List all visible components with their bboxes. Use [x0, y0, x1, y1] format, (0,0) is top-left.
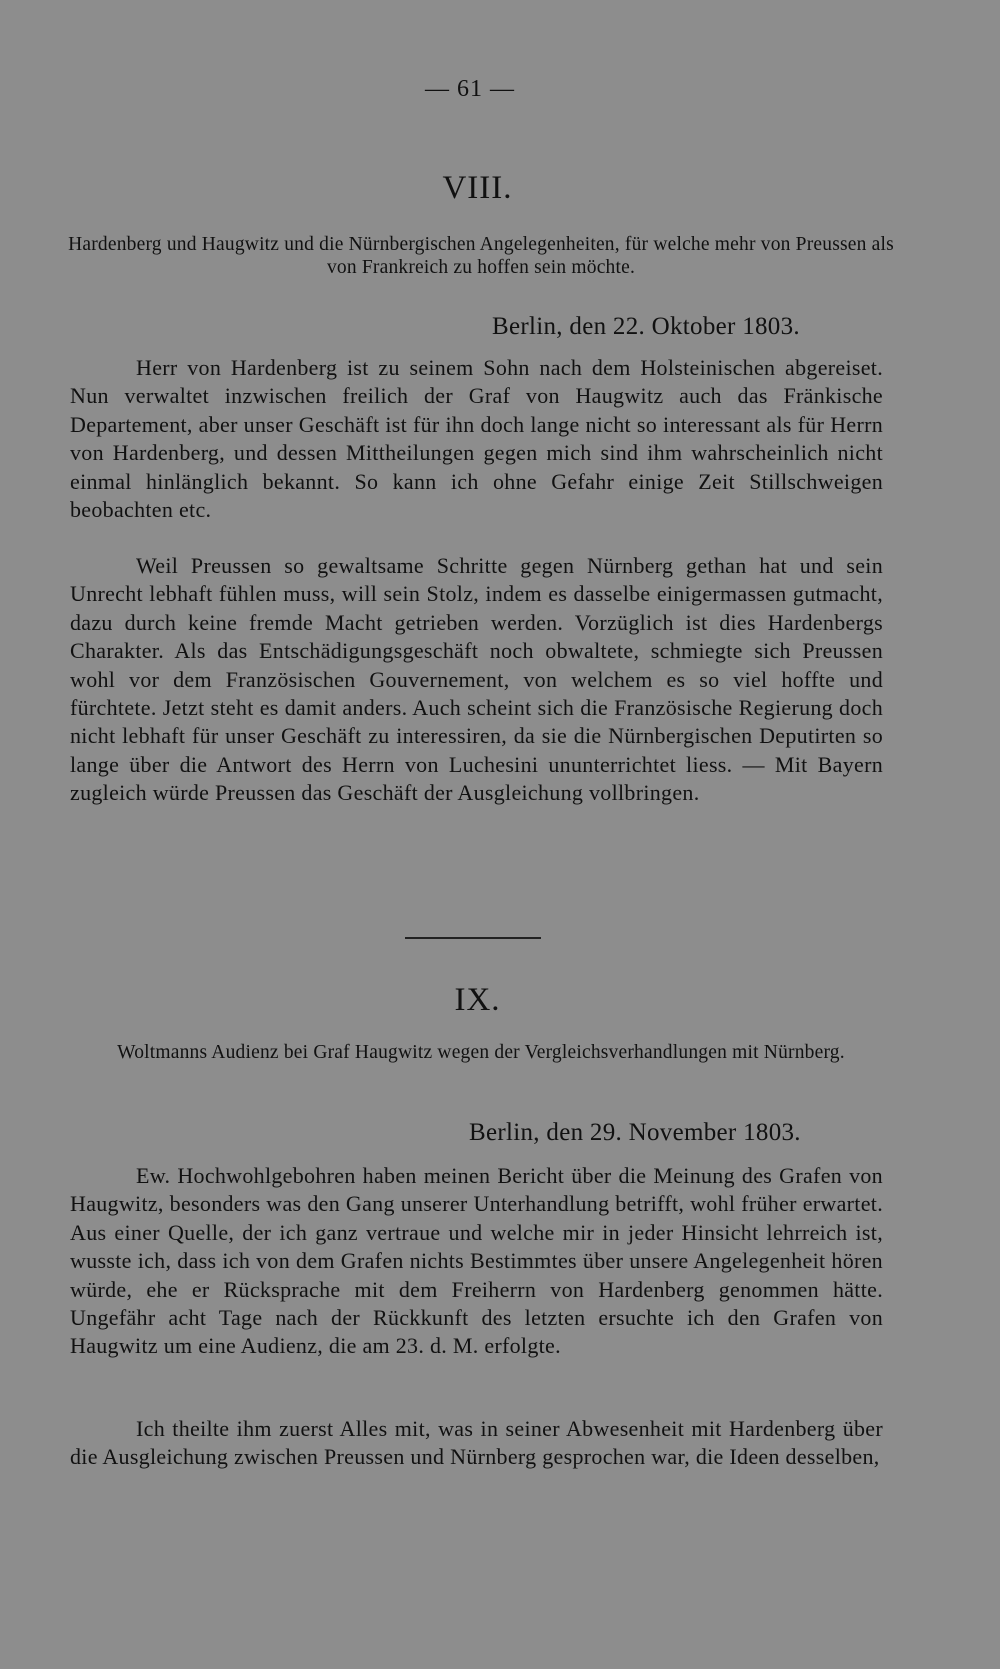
paragraph-ix-2: Ich theilte ihm zuerst Alles mit, was in seiner Abwesenheit mit Hardenberg über die Ausgleichung zwischen Preussen und Nürnberg gesprochen war, die Ideen desselben, — [70, 1416, 883, 1470]
section-caption-ix: Woltmanns Audienz bei Graf Haugwitz wegen der Vergleichsverhandlungen mit Nürnberg. — [117, 1042, 845, 1063]
paragraph-ix-1: Ew. Hochwohlgebohren haben meinen Bericht über die Meinung des Grafen von Haugwitz, besonders was den Gang unserer Unterhandlung betrifft, wohl früher erwartet. Aus einer Quelle, der ich ganz vertraue und welche mir in jeder Hinsicht lehrreich ist, wusste ich, dass ich von dem Grafen nichts Bestimmtes über unsere Angelegenheit hören würde, ehe er Rücksprache mit dem Freiherrn von Hardenberg genommen hätte. Ungefähr acht Tage nach der Rückkunft des letzten ersuchte ich den Grafen von Haugwitz um eine Audienz, die am 23. d. M. erfolgte. — [70, 1163, 883, 1359]
section-heading-ix: IX. — [454, 982, 501, 1018]
section-heading-viii: VIII. — [442, 170, 513, 206]
dateline-ix: Berlin, den 29. November 1803. — [469, 1119, 801, 1146]
section-divider — [405, 937, 541, 939]
page-number: — 61 — — [425, 76, 515, 102]
dateline-viii: Berlin, den 22. Oktober 1803. — [492, 313, 800, 340]
paragraph-viii-1: Herr von Hardenberg ist zu seinem Sohn nach dem Holsteinischen abgereiset. Nun verwaltet inzwischen freilich der Graf von Haugwitz auch das Fränkische Departement, aber unser Geschäft ist für ihn doch lange nicht so interessant als für Herrn von Hardenberg, und dessen Mittheilungen gegen mich sind ihm wahrscheinlich nicht einmal hinlänglich bekannt. So kann ich ohne Gefahr einige Zeit Stillschweigen beobachten etc. — [70, 355, 883, 523]
paragraph-viii-2: Weil Preussen so gewaltsame Schritte gegen Nürnberg gethan hat und sein Unrecht lebhaft fühlen muss, will sein Stolz, indem es dasselbe einigermassen gutmacht, dazu durch keine fremde Macht getrieben werden. Vorzüglich ist dies Hardenbergs Charakter. Als das Entschädigungsgeschäft noch obwaltete, schmiegte sich Preussen wohl vor dem Französischen Gouvernement, von welchem es so viel hoffte und fürchtete. Jetzt steht es damit anders. Auch scheint sich die Französische Regierung doch nicht lebhaft für unser Geschäft zu interessiren, da sie die Nürnbergischen Deputirten so lange über die Antwort des Herrn von Luchesini ununterrichtet liess. — Mit Bayern zugleich würde Preussen das Geschäft der Ausgleichung vollbringen. — [70, 553, 883, 806]
section-caption-viii: Hardenberg und Haugwitz und die Nürnbergischen Angelegenheiten, für welche mehr von Preussen als von Frankreich zu hoffen sein möchte. — [68, 234, 894, 278]
